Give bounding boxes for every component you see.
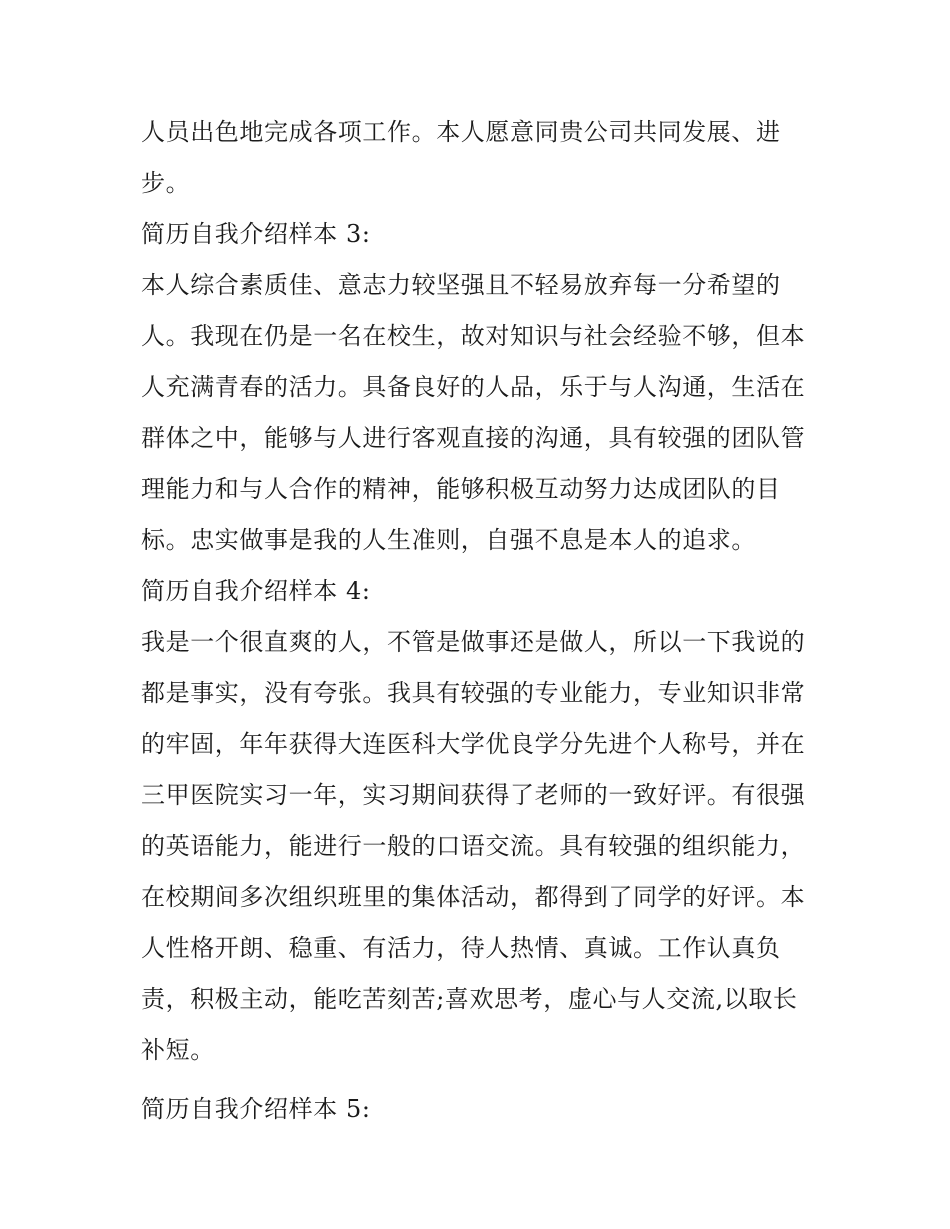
text-line: 的牢固，年年获得大连医科大学优良学分先进个人称号，并在	[141, 730, 806, 758]
text-line: 责，积极主动，能吃苦刻苦;喜欢思考，虚心与人交流,以取长	[141, 985, 798, 1013]
text-line: 人员出色地完成各项工作。本人愿意同贵公司共同发展、进	[141, 118, 781, 146]
paragraph-intro-end	[141, 107, 821, 209]
text-line: 本人综合素质佳、意志力较坚强且不轻易放弃每一分希望的	[141, 271, 781, 299]
text-line: 步。	[141, 169, 191, 197]
heading-sample-5: 简历自我介绍样本 5:	[141, 1095, 371, 1123]
text-line: 我是一个很直爽的人，不管是做事还是做人，所以一下我说的	[141, 628, 806, 656]
heading-sample-3: 简历自我介绍样本 3:	[141, 220, 371, 248]
text-line: 人充满青春的活力。具备良好的人品，乐于与人沟通，生活在	[141, 373, 806, 401]
paragraph-gap	[141, 1076, 821, 1084]
text-line: 标。忠实做事是我的人生准则，自强不息是本人的追求。	[141, 526, 756, 554]
text-line: 在校期间多次组织班里的集体活动，都得到了同学的好评。本	[141, 883, 806, 911]
text-line: 都是事实，没有夸张。我具有较强的专业能力，专业知识非常	[141, 679, 806, 707]
paragraph-sample-3	[141, 260, 821, 566]
document-body	[141, 107, 821, 1135]
text-line: 的英语能力，能进行一般的口语交流。具有较强的组织能力，	[141, 832, 806, 860]
text-line: 理能力和与人合作的精神，能够积极互动努力达成团队的目	[141, 475, 781, 503]
paragraph-sample-4	[141, 617, 821, 1076]
text-line: 人。我现在仍是一名在校生，故对知识与社会经验不够，但本	[141, 322, 806, 350]
text-line: 补短。	[141, 1036, 215, 1064]
heading-sample-4: 简历自我介绍样本 4:	[141, 577, 371, 605]
text-line: 群体之中，能够与人进行客观直接的沟通，具有较强的团队管	[141, 424, 806, 452]
text-line: 人性格开朗、稳重、有活力，待人热情、真诚。工作认真负	[141, 934, 781, 962]
text-line: 三甲医院实习一年，实习期间获得了老师的一致好评。有很强	[141, 781, 806, 809]
